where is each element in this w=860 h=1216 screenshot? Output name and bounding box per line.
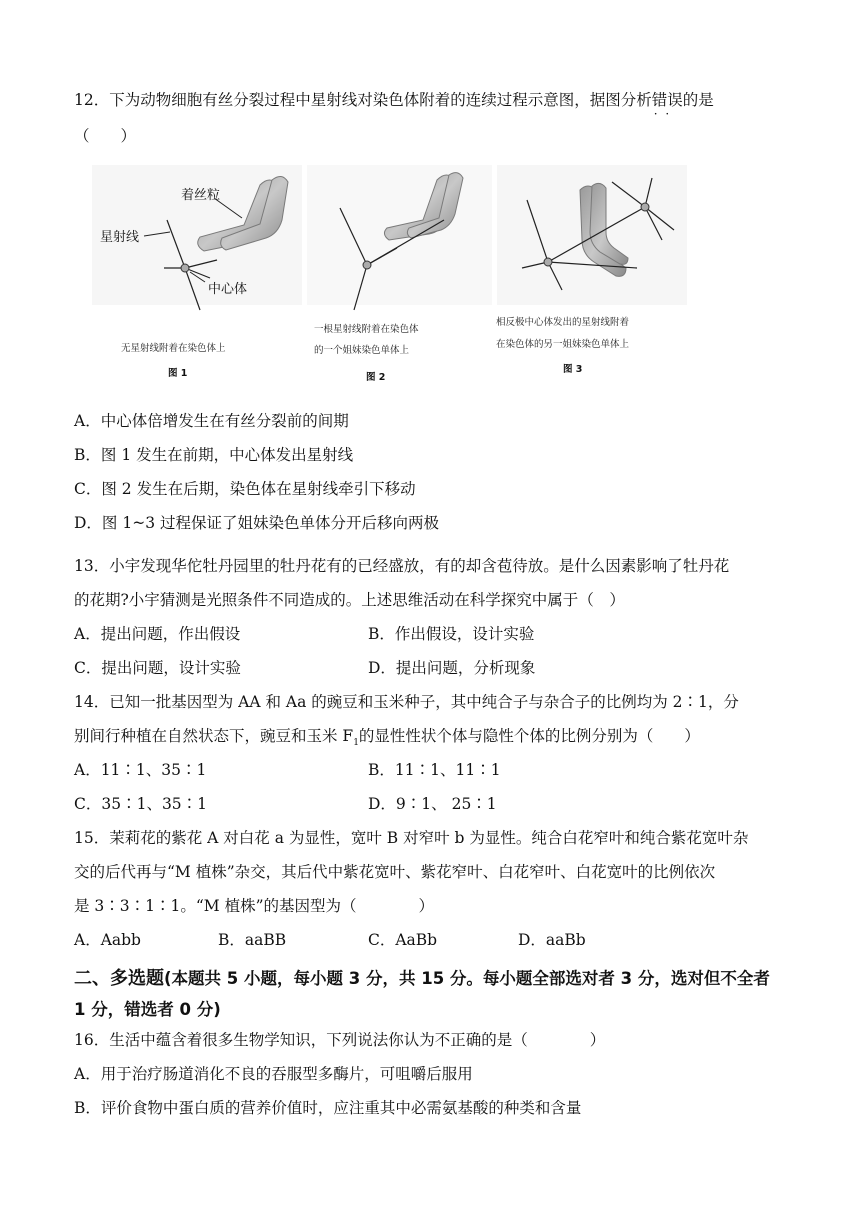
section2-desc-line2: 1 分，错选者 0 分) [74,1000,221,1019]
section2-title: 二、多选题 [74,968,164,989]
fig1-centrosome [181,264,189,272]
q14-option-a: A．11∶1、35∶1 [74,761,207,779]
q12-emphasis: 错误 · · [652,91,683,109]
fig1-number: 图 1 [168,368,188,379]
q16-stem: 16．生活中蕴含着很多生物学知识，下列说法你认为不正确的是（ ） [74,1031,606,1049]
q13-option-c: C．提出问题，设计实验 [74,659,241,677]
fig2-centrosome [363,261,371,269]
q12-paren: （ ） [74,127,137,145]
q12-option-d: D．图 1~3 过程保证了姐妹染色单体分开后移向两极 [74,514,439,532]
q15-option-a: A．Aabb [74,931,141,949]
q12-option-c: C．图 2 发生在后期，染色体在星射线牵引下移动 [74,480,416,498]
fig2-caption-line1: 一根星射线附着在染色体 [314,324,419,335]
q15-stem-line3: 是 3∶3∶1∶1。“M 植株”的基因型为（ ） [74,897,435,915]
q13-stem-line1: 13．小宇发现华佗牡丹园里的牡丹花有的已经盛放，有的却含苞待放。是什么因素影响了牡丹花 [74,557,730,575]
q13-option-d: D．提出问题，分析现象 [368,659,536,677]
q16-option-b: B．评价食物中蛋白质的营养价值时，应注重其中必需氨基酸的种类和含量 [74,1099,582,1117]
q13-stem-line2: 的花期?小宇猜测是光照条件不同造成的。上述思维活动在科学探究中属于（ ） [74,591,625,609]
q16-option-a: A．用于治疗肠道消化不良的吞服型多酶片，可咀嚼后服用 [74,1065,473,1083]
q14-option-d: D．9∶1、 25∶1 [368,795,497,813]
q15-option-c: C．AaBb [368,931,438,949]
q14-subscript: 1 [353,738,359,749]
q15-stem-line2: 交的后代再与“M 植株”杂交，其后代中紫花宽叶、紫花窄叶、白花窄叶、白花宽叶的比例依次 [74,863,716,881]
q14-stem-line1: 14．已知一批基因型为 AA 和 Aa 的豌豆和玉米种子，其中纯合子与杂合子的比例均为 2∶1，分 [74,693,739,711]
q14-option-b: B．11∶1、11∶1 [368,761,501,779]
q15-option-b: B．aaBB [218,931,287,949]
q12-option-b: B．图 1 发生在前期，中心体发出星射线 [74,446,354,464]
label-kinetochore: 着丝粒 [181,188,221,203]
section2-desc-line1: (本题共 5 小题，每小题 3 分，共 15 分。每小题全部选对者 3 分，选对但不全者 [164,969,770,988]
q15-stem-line1: 15．茉莉花的紫花 A 对白花 a 为显性，宽叶 B 对窄叶 b 为显性。纯合白花窄叶和纯合紫花宽叶杂 [74,829,749,847]
q14-stem-line2: 别间行种植在自然状态下，豌豆和玉米 $F_1$的显性性状个体与隐性个体的比例分别为（ ） [74,727,700,749]
q15-option-d: D．aaBb [518,931,586,949]
q12-stem: 12．下为动物细胞有丝分裂过程中星射线对染色体附着的连续过程示意图，据图分析错误 · ·的是 [74,89,714,111]
label-aster: 星射线 [100,230,140,245]
label-centrosome: 中心体 [208,282,248,297]
fig3-centrosome-left [544,258,552,266]
q12-option-a: A．中心体倍增发生在有丝分裂前的间期 [74,412,349,430]
fig3-caption-line1: 相反极中心体发出的星射线附着 [496,317,630,328]
q14-option-c: C．35∶1、35∶1 [74,795,208,813]
fig3-number: 图 3 [563,364,583,375]
section2-heading [74,967,770,991]
fig1-caption: 无星射线附着在染色体上 [121,343,226,354]
fig3-centrosome-right [641,203,649,211]
q13-option-a: A．提出问题，作出假设 [74,625,241,643]
fig2-caption-line2: 的一个姐妹染色单体上 [314,345,410,356]
fig3-caption-line2: 在染色体的另一姐妹染色单体上 [496,339,630,350]
q13-option-b: B．作出假设，设计实验 [368,625,535,643]
fig2-number: 图 2 [366,372,386,383]
